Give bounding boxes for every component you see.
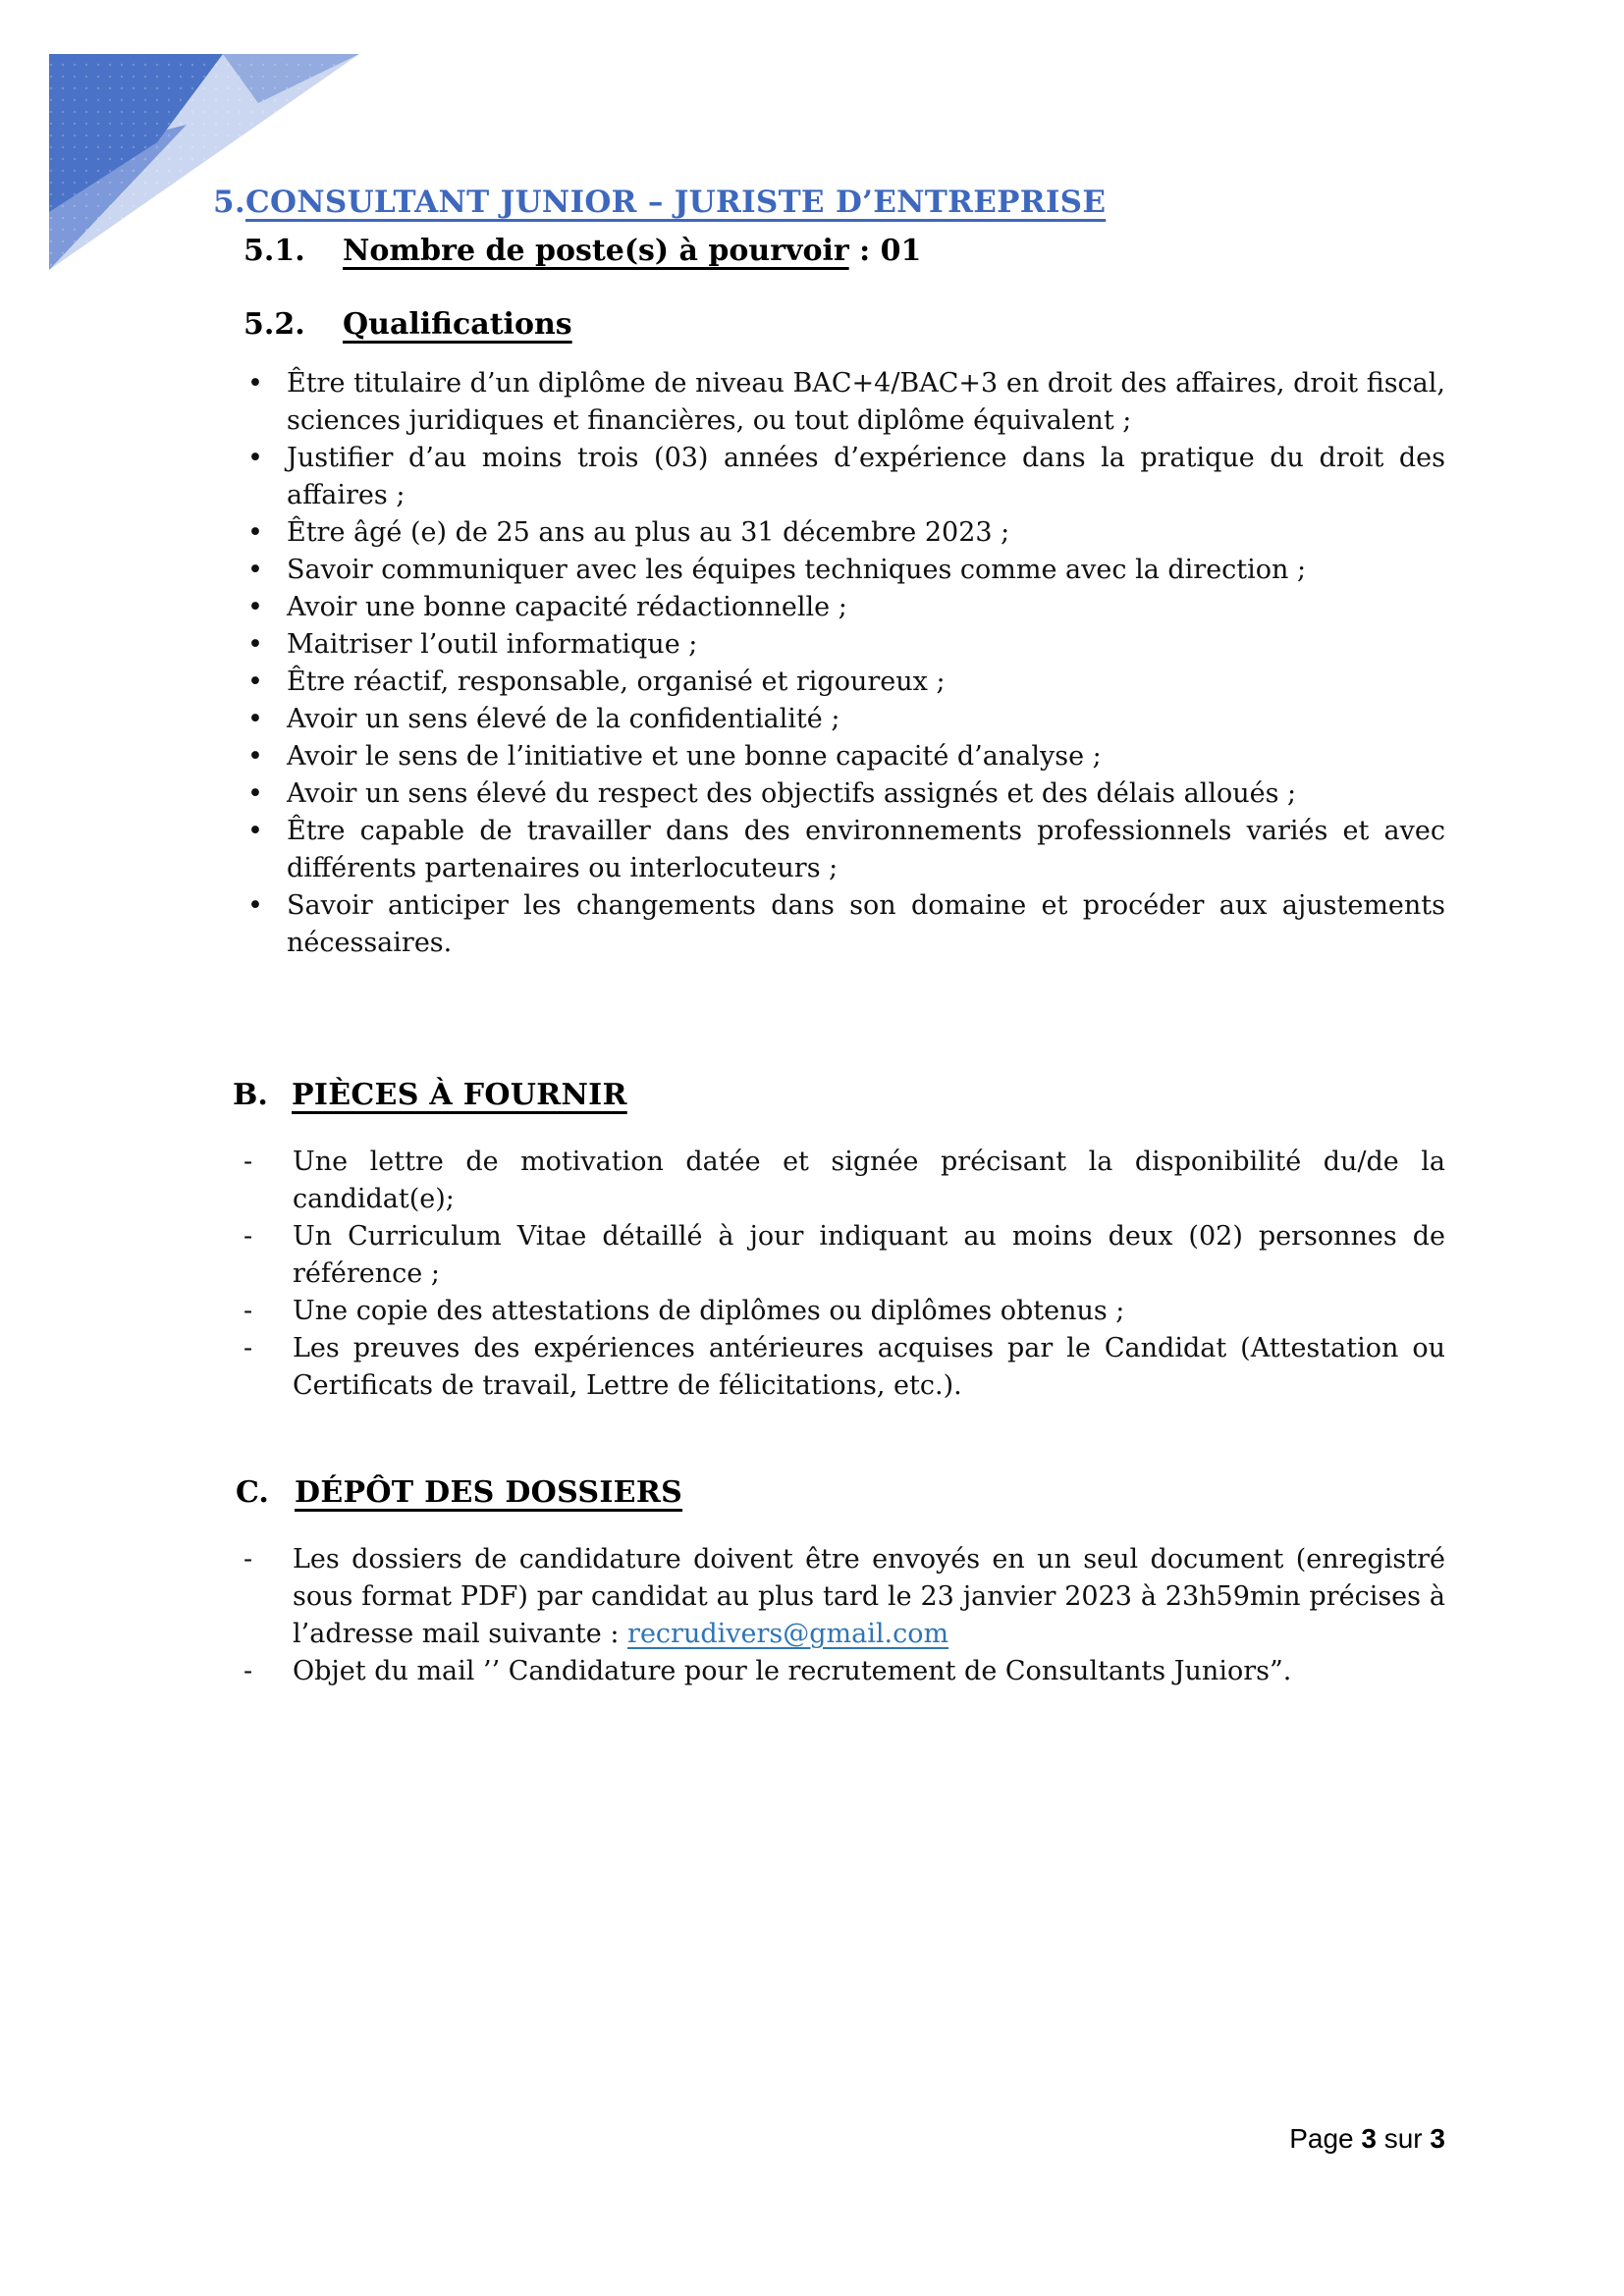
list-item-text: Une lettre de motivation datée et signée précisant la disponibilité du/de la candidat(e);	[293, 1147, 1445, 1214]
list-item-text	[293, 1544, 1445, 1649]
list-item-text: Avoir un sens élevé du respect des objectifs assignés et des délais alloués ;	[287, 778, 1297, 809]
bullet-marker: •	[247, 667, 263, 697]
list-item	[244, 626, 1445, 664]
list-item	[244, 1293, 1445, 1330]
heading-pieces-a-fournir	[233, 1078, 1445, 1112]
list-item	[244, 887, 1445, 962]
list-item	[244, 813, 1445, 887]
bullet-marker: •	[247, 443, 263, 473]
dash-marker: -	[244, 1544, 253, 1575]
bullet-marker: •	[247, 816, 263, 846]
list-item	[244, 1541, 1445, 1653]
footer-word-page: Page	[1289, 2123, 1362, 2154]
title-text: CONSULTANT JUNIOR – JURISTE D’ENTREPRISE	[245, 185, 1107, 220]
list-item	[244, 365, 1445, 440]
dash-marker: -	[244, 1656, 253, 1686]
email-link[interactable]: recrudivers@gmail.com	[627, 1619, 949, 1649]
bullet-marker: •	[247, 890, 263, 921]
list-item	[244, 664, 1445, 701]
heading-label: PIÈCES À FOURNIR	[292, 1078, 627, 1112]
document-content	[213, 185, 1445, 1690]
list-item-text: Une copie des attestations de diplômes ou diplômes obtenus ;	[293, 1296, 1125, 1326]
list-item-text: Objet du mail ’’ Candidature pour le recrutement de Consultants Juniors”.	[293, 1656, 1292, 1686]
list-item	[244, 552, 1445, 589]
page-title	[213, 185, 1445, 220]
dash-marker: -	[244, 1221, 253, 1252]
bullet-marker: •	[247, 517, 263, 548]
list-item	[244, 701, 1445, 738]
list-item-text: Justifier d’au moins trois (03) années d’expérience dans la pratique du droit des affaires ;	[287, 443, 1445, 510]
list-item	[244, 589, 1445, 626]
list-item	[244, 1218, 1445, 1293]
heading-depot-des-dossiers	[236, 1475, 1445, 1510]
list-item-text: Être capable de travailler dans des environnements professionnels variés et avec différents partenaires ou interlocuteurs ;	[287, 816, 1445, 883]
footer-page-number: 3	[1361, 2123, 1377, 2154]
depot-list	[244, 1541, 1445, 1690]
bullet-marker: •	[247, 592, 263, 622]
list-item	[244, 1330, 1445, 1405]
heading-nombre-de-postes	[244, 234, 1445, 268]
list-item-text: Avoir le sens de l’initiative et une bonne capacité d’analyse ;	[287, 741, 1102, 772]
depot-item-text: Les dossiers de candidature doivent être envoyés en un seul document (enregistré sous format PDF) par candidat au plus tard le 23 janvier 2023 à 23h59min précises à l’adresse mail suivante :	[293, 1544, 1445, 1649]
dash-marker: -	[244, 1333, 253, 1363]
title-number: 5.	[213, 185, 245, 220]
list-item-text: Un Curriculum Vitae détaillé à jour indiquant au moins deux (02) personnes de référence ;	[293, 1221, 1445, 1289]
list-item-text: Maitriser l’outil informatique ;	[287, 629, 698, 660]
bullet-marker: •	[247, 555, 263, 585]
list-item	[244, 738, 1445, 775]
bullet-marker: •	[247, 368, 263, 399]
heading-label: Nombre de poste(s) à pourvoir	[343, 234, 849, 268]
list-item	[244, 1144, 1445, 1218]
bullet-marker: •	[247, 629, 263, 660]
list-item	[244, 514, 1445, 552]
heading-number: 5.1.	[244, 234, 305, 268]
heading-number: 5.2.	[244, 307, 305, 342]
heading-label: Qualifications	[343, 307, 572, 342]
bullet-marker: •	[247, 704, 263, 734]
list-item-text: Savoir anticiper les changements dans son domaine et procéder aux ajustements nécessaires.	[287, 890, 1445, 958]
footer-total-pages: 3	[1430, 2123, 1445, 2154]
dash-marker: -	[244, 1296, 253, 1326]
list-item-text: Les preuves des expériences antérieures acquises par le Candidat (Attestation ou Certificats de travail, Lettre de félicitations, etc.).	[293, 1333, 1445, 1401]
footer-word-sur: sur	[1376, 2123, 1431, 2154]
list-item-text: Être titulaire d’un diplôme de niveau BAC+4/BAC+3 en droit des affaires, droit fiscal, sciences juridiques et financières, ou tout diplôme équivalent ;	[287, 368, 1445, 436]
list-item	[244, 775, 1445, 813]
page-footer	[1289, 2123, 1445, 2155]
heading-label: DÉPÔT DES DOSSIERS	[295, 1475, 683, 1510]
list-item-text: Avoir une bonne capacité rédactionnelle ;	[287, 592, 847, 622]
list-item-text: Savoir communiquer avec les équipes techniques comme avec la direction ;	[287, 555, 1307, 585]
heading-letter: C.	[236, 1475, 269, 1510]
heading-value: : 01	[848, 234, 922, 268]
list-item-text: Avoir un sens élevé de la confidentialité ;	[287, 704, 840, 734]
list-item-text: Être réactif, responsable, organisé et rigoureux ;	[287, 667, 946, 697]
list-item-text: Être âgé (e) de 25 ans au plus au 31 décembre 2023 ;	[287, 517, 1010, 548]
bullet-marker: •	[247, 778, 263, 809]
pieces-list	[244, 1144, 1445, 1405]
heading-qualifications	[244, 307, 1445, 342]
bullet-marker: •	[247, 741, 263, 772]
heading-letter: B.	[233, 1078, 268, 1112]
dash-marker: -	[244, 1147, 253, 1177]
qualifications-list	[244, 365, 1445, 962]
list-item	[244, 1653, 1445, 1690]
list-item	[244, 440, 1445, 514]
